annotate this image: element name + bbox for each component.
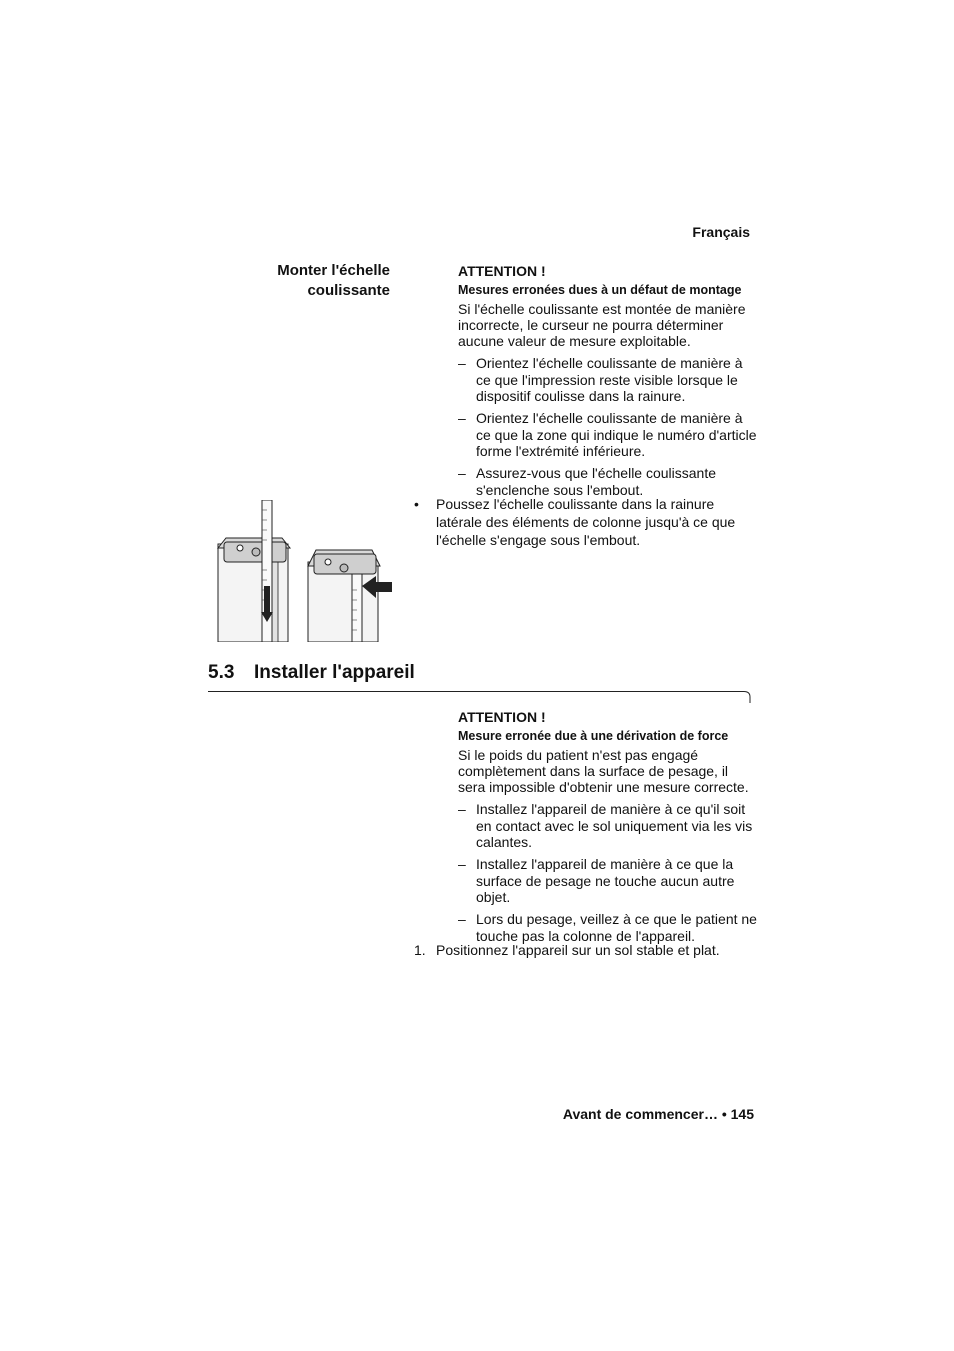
- section-heading-install: [208, 662, 415, 684]
- dash-item-text: Assurez-vous que l'échelle coulissante s'enclenche sous l'embout.: [476, 465, 717, 498]
- dash-item: [458, 856, 758, 905]
- dash-mark: –: [458, 355, 466, 372]
- dash-item: [458, 355, 758, 404]
- attention-subtitle: Mesure erronée due à une dérivation de force: [458, 729, 729, 744]
- slide-scale-illustration: [216, 500, 396, 647]
- section-rule: [208, 691, 754, 710]
- dash-mark: –: [458, 856, 466, 873]
- attention-block-install: [458, 709, 758, 944]
- dash-item: [458, 911, 758, 944]
- instruction-bullet: [414, 495, 754, 549]
- attention-label: ATTENTION !: [458, 709, 546, 725]
- dash-item: [458, 465, 758, 498]
- dash-item-text: Orientez l'échelle coulissante de manière à ce que la zone qui indique le numéro d'article forme l'extrémité inférieure.: [476, 410, 757, 459]
- dash-mark: –: [458, 465, 466, 482]
- dash-mark: –: [458, 911, 466, 928]
- bullet-text: Poussez l'échelle coulissante dans la rainure latérale des éléments de colonne jusqu'à ce que l'échelle s'engage sous l'embout.: [436, 496, 736, 548]
- attention-label: ATTENTION !: [458, 263, 546, 279]
- page-footer: Avant de commencer… • 145: [562, 1106, 754, 1122]
- attention-text: Si l'échelle coulissante est montée de manière incorrecte, le curseur ne pourra déterminer aucune valeur de mesure exploitable.: [458, 300, 746, 350]
- section-number: 5.3: [208, 662, 235, 683]
- language-label: Français: [692, 224, 750, 240]
- step-number: 1.: [414, 942, 426, 958]
- numbered-step: [414, 941, 754, 959]
- dash-item: [458, 801, 758, 850]
- section-heading-slide-scale: Monter l'échelle coulissante: [277, 262, 390, 299]
- step-text: Positionnez l'appareil sur un sol stable et plat.: [436, 942, 720, 958]
- attention-block-mounting: [458, 263, 758, 498]
- dash-item-text: Lors du pesage, veillez à ce que le patient ne touche pas la colonne de l'appareil.: [476, 911, 757, 944]
- dash-item-text: Orientez l'échelle coulissante de manière à ce que l'impression reste visible lorsque le dispositif coulisse dans la rainure.: [476, 355, 743, 405]
- attention-text: Si le poids du patient n'est pas engagé complètement dans la surface de pesage, il sera impossible d'obtenir une mesure correcte.: [458, 746, 749, 796]
- dash-mark: –: [458, 801, 466, 818]
- section-title: Installer l'appareil: [254, 662, 415, 683]
- attention-subtitle: Mesures erronées dues à un défaut de montage: [458, 283, 742, 298]
- bullet-mark: •: [414, 496, 419, 512]
- dash-item-text: Installez l'appareil de manière à ce qu'il soit en contact avec le sol uniquement via les vis calantes.: [476, 801, 753, 851]
- dash-item-text: Installez l'appareil de manière à ce que la surface de pesage ne touche aucun autre objet.: [476, 856, 735, 905]
- dash-item: [458, 410, 758, 459]
- dash-mark: –: [458, 410, 466, 427]
